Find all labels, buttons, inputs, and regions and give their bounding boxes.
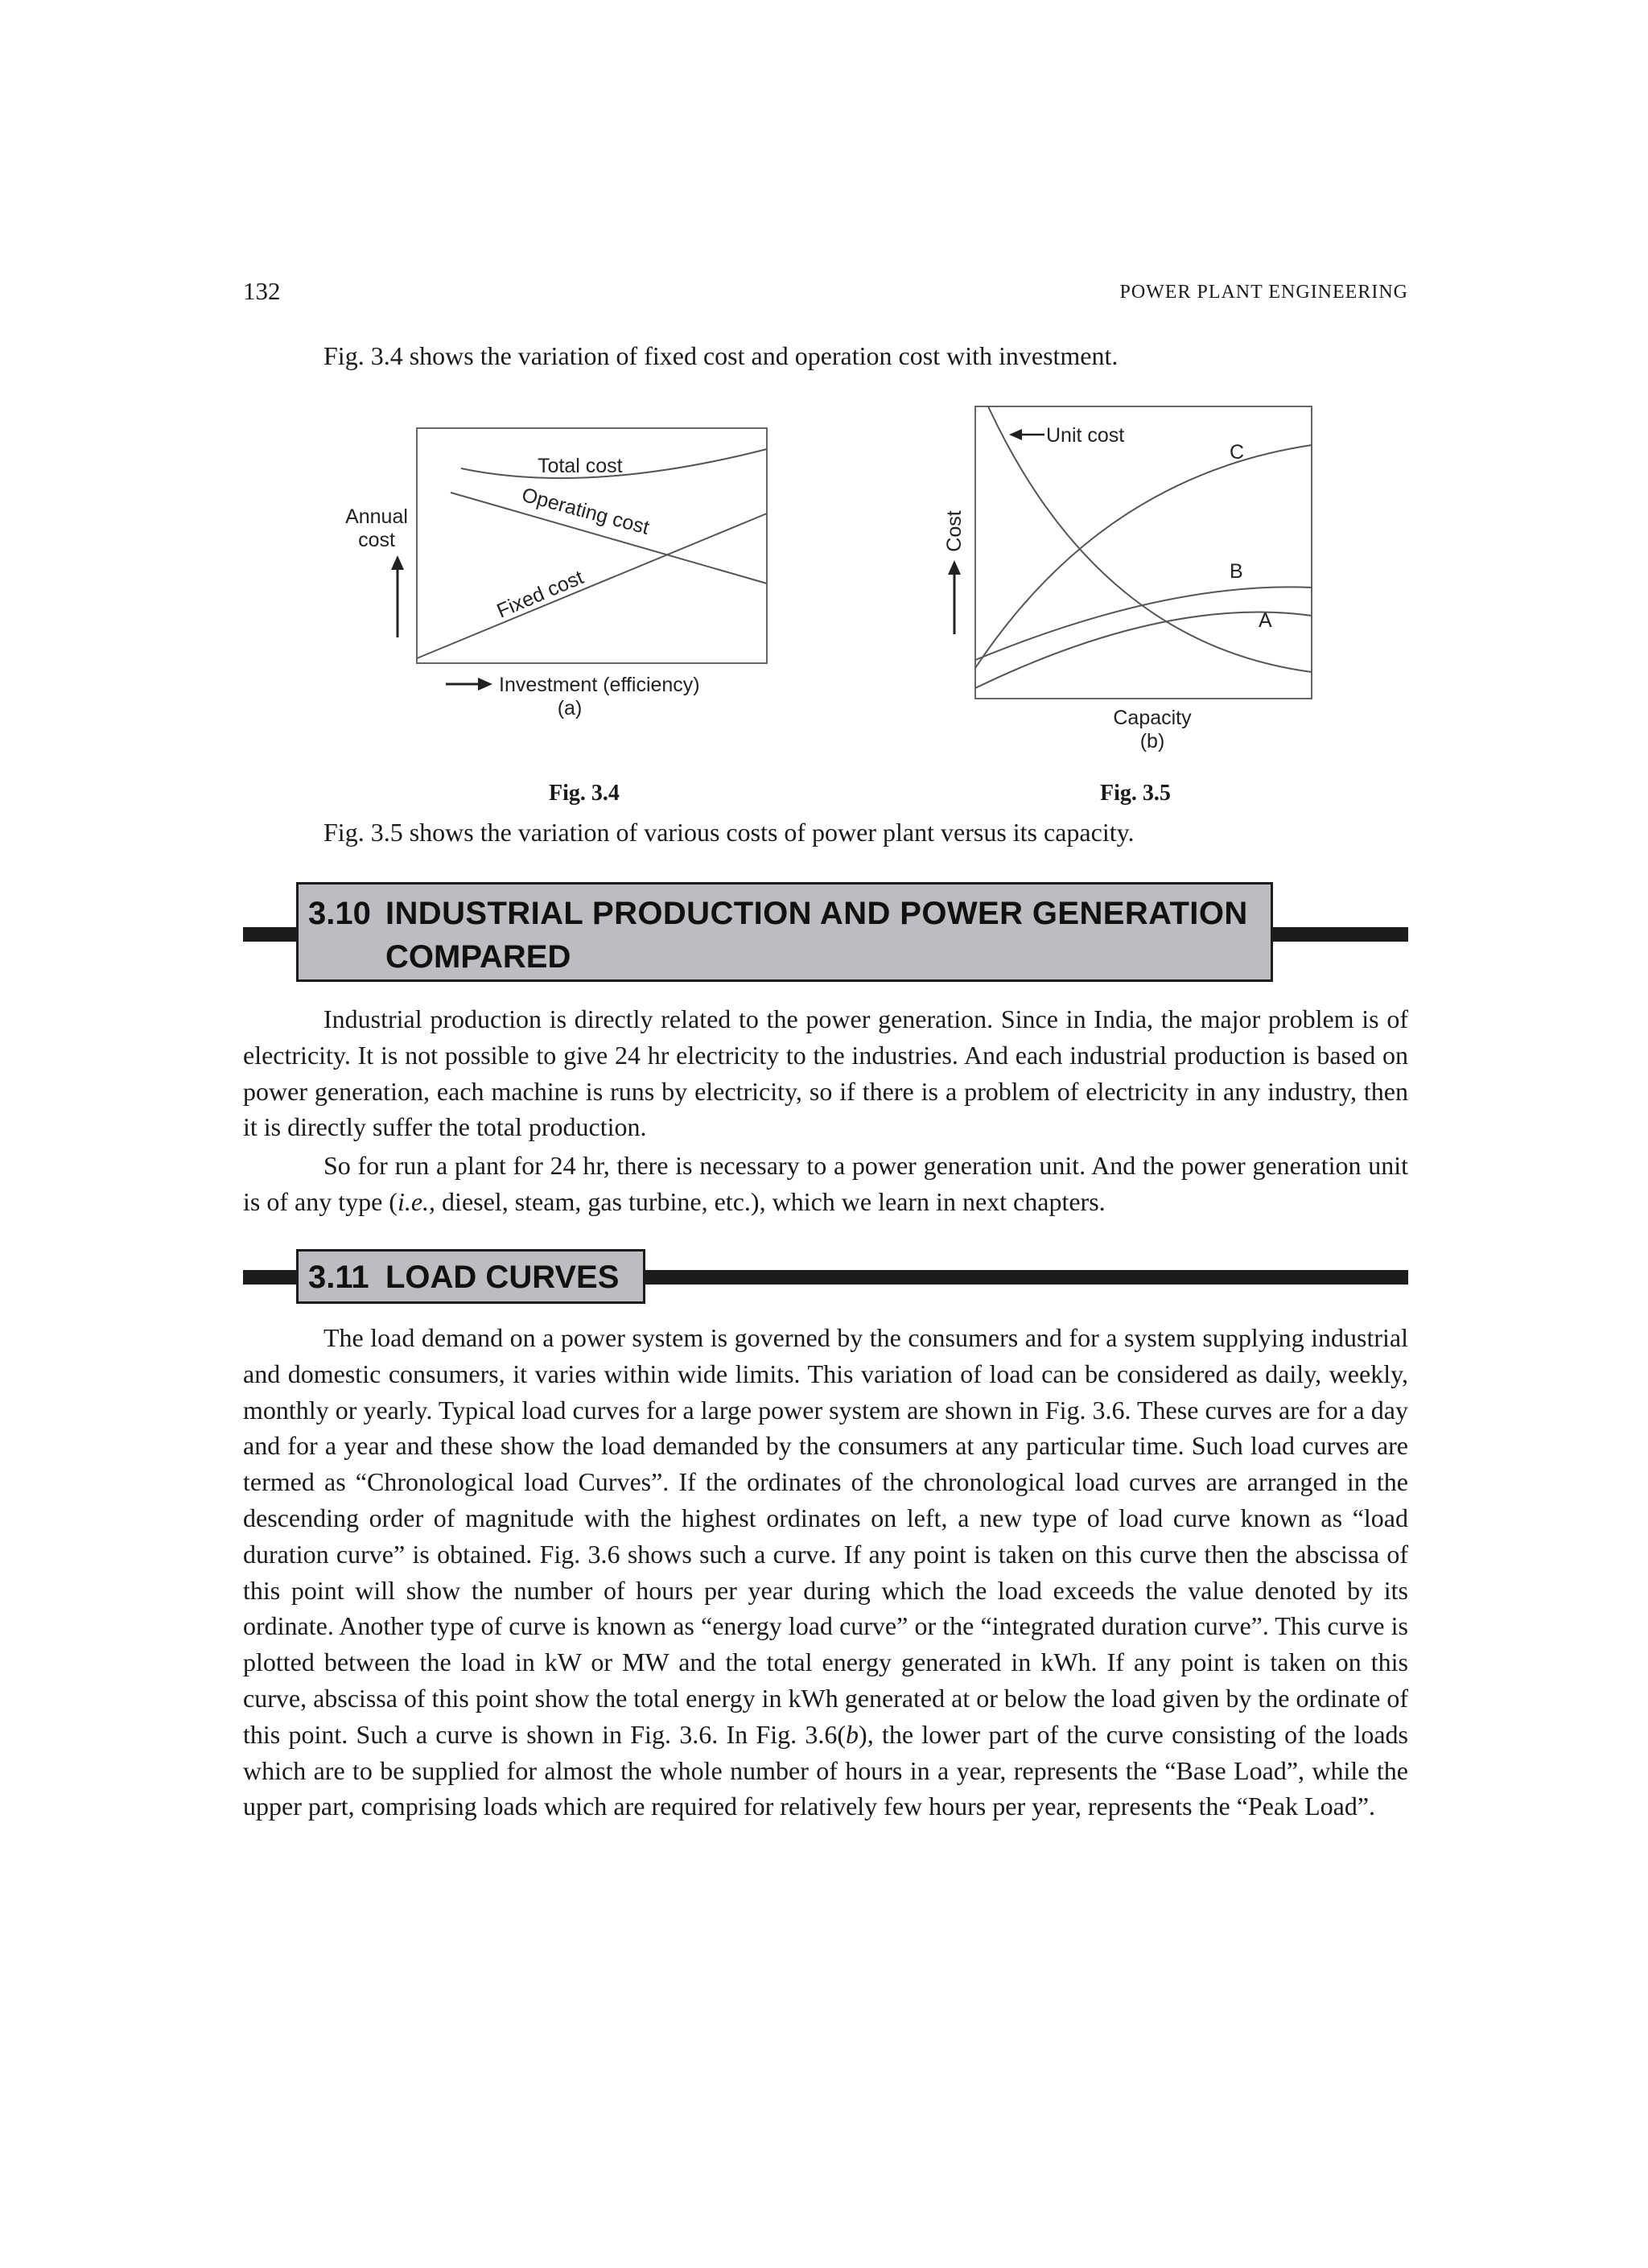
annual-label: Annual [345,505,408,528]
para-part-a: The load demand on a power system is governed by the consumers and for a system supplying industrial and domestic consumers, it varies within wide limits. This variation of load can be considered as daily, weekly, monthly or yearly. Typical load curves for a large power system are shown in Fig. 3.6. These curves are for a day and for a year and these show the load demanded by the consumers at any particular time. Such load curves are termed as “Chronological load Curves”. If the ordinates of the chronological load curves are arranged in the descending order of magnitude with the highest ordinates on left, a new type of load curve known as “load duration curve” is obtained. Fig. 3.6 shows such a curve. If any point is taken on this curve then the abscissa of this point will show the number of hours per year during which the load exceeds the value denoted by its ordinate. Another type of curve is known as “energy load curve” or the “integrated duration curve”. This curve is plotted between the load in kW or MW and the total energy generated in kWh. If any point is taken on this curve, abscissa of this point show the total energy in kWh generated at or below the load given by the ordinate of this point. Such a curve is shown in Fig. 3.6. In Fig. 3.6( [243,1323,1408,1749]
section-3-11-heading [296,1249,645,1304]
para-italic-b: b [846,1719,859,1749]
intro-text: Fig. 3.4 shows the variation of fixed cost and operation cost with investment. [323,341,1119,370]
fig-3-4-caption: Fig. 3.4 [549,781,620,806]
fixed-cost-curve [417,513,767,658]
section-3-10-title-line2: COMPARED [385,939,571,975]
investment-label: Investment (efficiency) [499,674,700,696]
section-3-11-number: 3.11 [308,1260,369,1295]
section-3-11-para [243,1320,1408,1825]
c-label: C [1230,441,1245,464]
fig-3-5-sub-label: (b) [1139,730,1165,753]
curve-c [975,445,1312,668]
para2-part-a: So for run a plant for 24 hr, there is necessary to a power generation unit. And the power generation unit is of any type ( [243,1151,1408,1216]
fig-3-5-caption: Fig. 3.5 [1100,781,1171,806]
unit-cost-curve [988,406,1312,672]
cost-axis-label: Cost [943,510,966,552]
operating-cost-label: Operating cost [519,483,652,539]
fig-3-5-text: Fig. 3.5 shows the variation of various costs of power plant versus its capacity. [323,818,1135,847]
figure-3-5 [925,394,1328,765]
b-label: B [1230,560,1243,583]
para-part-c: ), the lower part of the curve consisting of the loads which are to be supplied for almost the whole number of hours in a year, represents the “Base Load”, while the upper part, comprising loads which are required for relatively few hours per year, represents the “Peak Load”. [243,1719,1409,1821]
unit-cost-arrow-head [1009,429,1022,440]
para2-ie: i.e., [397,1186,436,1216]
section-3-10-para-2 [243,1148,1408,1220]
page-number: 132 [243,277,281,305]
section-3-10-heading [296,882,1273,982]
capacity-label: Capacity [1113,707,1192,729]
para2-part-b: diesel, steam, gas turbine, etc.), which we learn in next chapters. [435,1186,1106,1216]
section-3-10-title-line1: INDUSTRIAL PRODUCTION AND POWER GENERATION [385,896,1248,931]
cost-label: cost [358,529,395,551]
section-3-10-para-1: Industrial production is directly related to the power generation. Since in India, the major problem is of electricity. It is not possible to give 24 hr electricity to the industries. And each industrial production is based on power generation, each machine is runs by electricity, so if there is a problem of electricity in any industry, then it is directly suffer the total production. [243,1004,1408,1142]
fig-3-4-sub-label: (a) [557,697,583,720]
figure-3-4 [322,402,789,732]
x-arrow-head [478,678,492,691]
y-arrow-head [391,555,404,570]
running-head: POWER PLANT ENGINEERING [1119,282,1408,303]
total-cost-label: Total cost [538,455,623,477]
fixed-cost-label: Fixed cost [493,566,587,623]
section-3-11-title: LOAD CURVES [385,1260,620,1295]
y-arrow-head [948,560,961,575]
section-3-10-number: 3.10 [308,896,371,931]
fig-3-5-frame [975,406,1312,699]
a-label: A [1259,609,1272,632]
unit-cost-label: Unit cost [1046,424,1125,447]
